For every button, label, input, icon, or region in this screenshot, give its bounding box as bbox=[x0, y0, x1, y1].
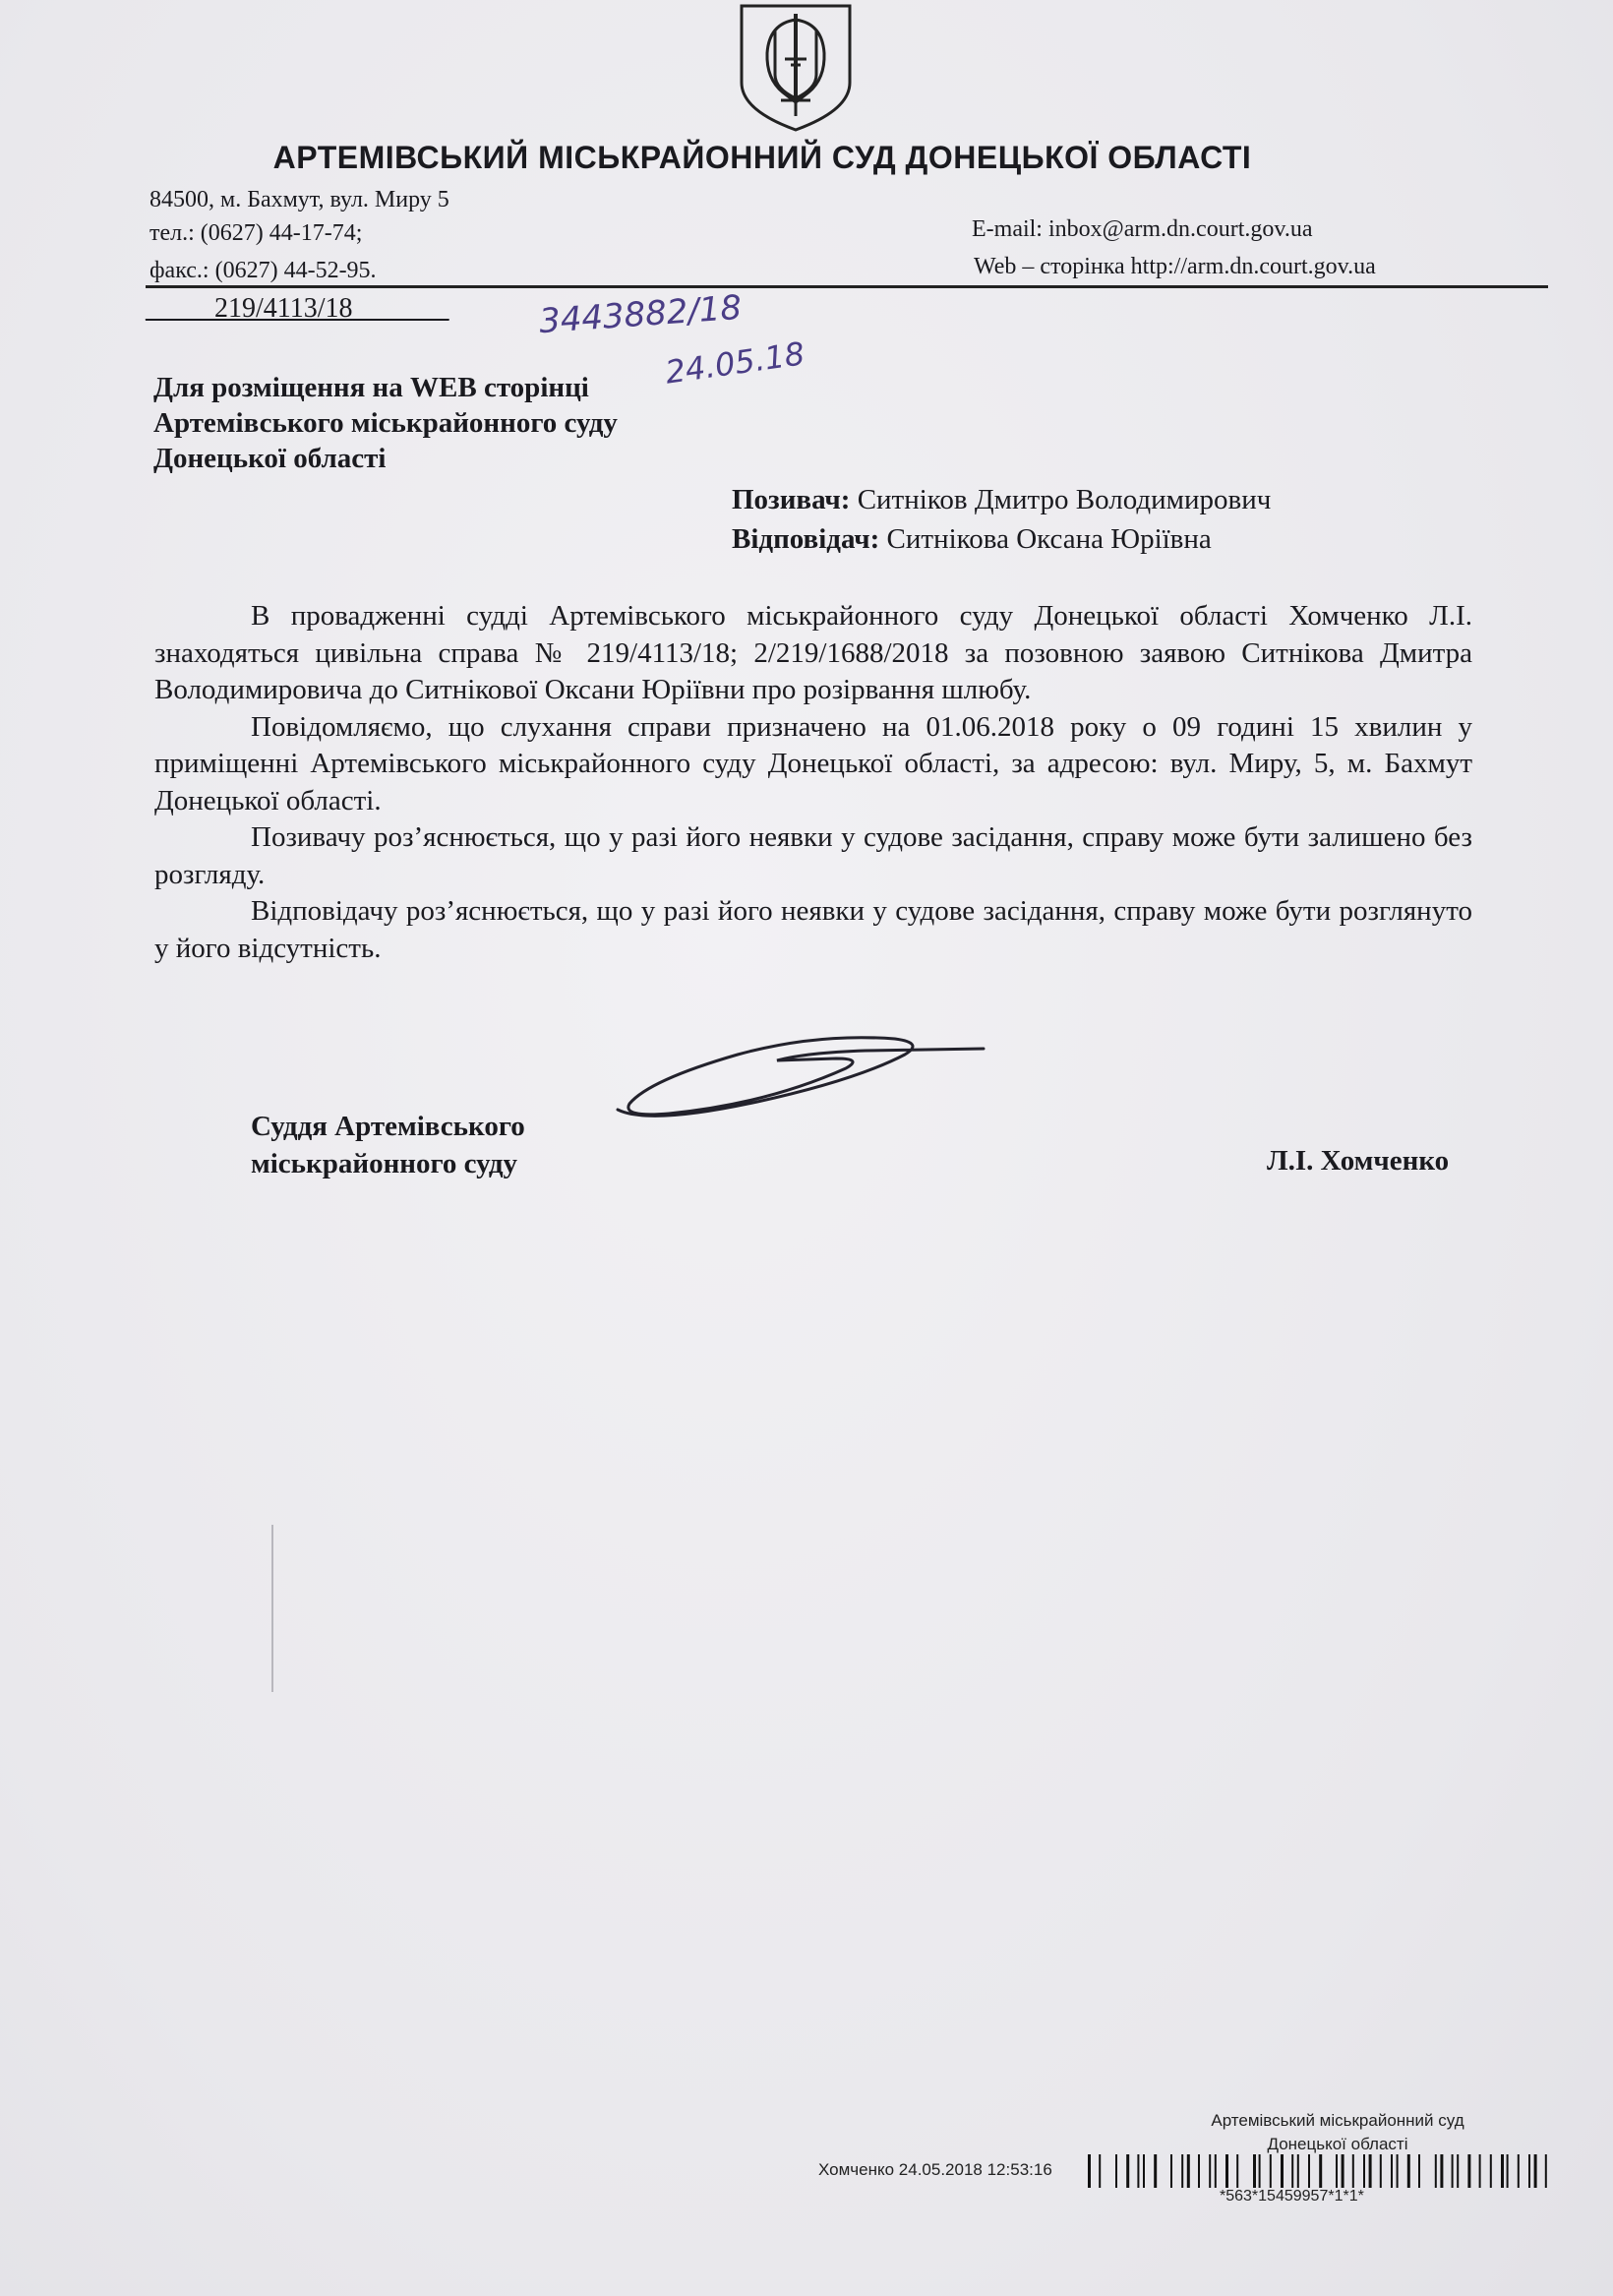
barcode-bar bbox=[1270, 2154, 1272, 2188]
judge-title-line: Суддя Артемівського bbox=[251, 1111, 525, 1142]
barcode-bar bbox=[1545, 2154, 1547, 2188]
judge-name: Л.І. Хомченко bbox=[1267, 1145, 1450, 1177]
barcode-bar bbox=[1435, 2154, 1437, 2188]
coat-of-arms-icon bbox=[734, 0, 858, 134]
scan-artifact bbox=[271, 1525, 273, 1692]
plaintiff-name: Ситніков Дмитро Володимирович bbox=[857, 484, 1272, 515]
barcode-bar bbox=[1281, 2154, 1284, 2188]
barcode-bar bbox=[1369, 2154, 1372, 2188]
barcode-bar bbox=[1534, 2154, 1537, 2188]
addressee-line: Донецької області bbox=[153, 443, 387, 474]
barcode-bar bbox=[1253, 2154, 1256, 2188]
defendant-label: Відповідач: bbox=[732, 523, 880, 555]
barcode-bar bbox=[1154, 2154, 1157, 2188]
body-paragraph-hearing: Повідомляємо, що слухання справи призначено на 01.06.2018 року о 09 годині 15 хвилин у приміщенні Артемівського міськрайонного суду Донецької області, за адресою: вул. Миру, 5, м. Бахмут Донецької області. bbox=[154, 710, 1472, 816]
barcode-bar bbox=[1397, 2154, 1399, 2188]
barcode-bar bbox=[1187, 2154, 1190, 2188]
handwritten-incoming-number: 3443882/18 bbox=[537, 287, 744, 342]
body-paragraph-case: В провадженні судді Артемівського міськрайонного суду Донецької області Хомченко Л.І. знаходяться цивільна справа № 219/4113/18; 2/219/1688/2018 за позовною заявою Ситнікова Дмитра Володимировича до Ситнікової Оксани Юріївни про розірвання шлюбу. bbox=[154, 600, 1472, 705]
barcode-bar bbox=[1336, 2154, 1338, 2188]
barcode-bar bbox=[1170, 2154, 1172, 2188]
plaintiff-line bbox=[732, 484, 1271, 516]
body-paragraph-defendant-warning: Відповідачу роз’яснюється, що у разі його неявки у судове засідання, справу може бути розглянуто у його відсутність. bbox=[154, 895, 1472, 964]
court-phone: тел.: (0627) 44-17-74; bbox=[149, 220, 363, 246]
barcode-bar bbox=[1115, 2154, 1117, 2188]
notice-body bbox=[154, 598, 1472, 967]
barcode-bar bbox=[1518, 2154, 1520, 2188]
addressee-line: Артемівського міськрайонного суду bbox=[153, 407, 618, 439]
barcode-bar bbox=[1291, 2154, 1293, 2188]
outgoing-reference-number bbox=[146, 293, 449, 325]
registration-stamp-court bbox=[1161, 2109, 1515, 2156]
barcode-bar bbox=[1363, 2154, 1365, 2188]
barcode-bar bbox=[1215, 2154, 1217, 2188]
barcode-bar bbox=[1319, 2154, 1322, 2188]
addressee-line: Для розміщення на WEB сторінці bbox=[153, 372, 589, 403]
header-divider bbox=[146, 285, 1548, 288]
barcode-bar bbox=[1352, 2154, 1354, 2188]
court-email: E-mail: inbox@arm.dn.court.gov.ua bbox=[972, 216, 1313, 242]
stamp-court-line: Донецької області bbox=[1267, 2135, 1408, 2153]
defendant-name: Ситнікова Оксана Юріївна bbox=[886, 523, 1212, 555]
barcode-bar bbox=[1209, 2154, 1211, 2188]
judge-signature bbox=[610, 1015, 993, 1123]
handwritten-date: 24.05.18 bbox=[663, 334, 807, 392]
judge-title-line: міськрайонного суду bbox=[251, 1148, 518, 1179]
stamp-court-line: Артемівський міськрайонний суд bbox=[1211, 2111, 1464, 2130]
barcode-bar bbox=[1528, 2154, 1530, 2188]
barcode-bar bbox=[1452, 2154, 1454, 2188]
barcode-bar bbox=[1259, 2154, 1261, 2188]
plaintiff-label: Позивач: bbox=[732, 484, 851, 515]
barcode-bar bbox=[1380, 2154, 1382, 2188]
barcode-bar bbox=[1088, 2154, 1091, 2188]
defendant-line bbox=[732, 523, 1212, 556]
court-address: 84500, м. Бахмут, вул. Миру 5 bbox=[149, 187, 449, 212]
barcode-number: *563*15459957*1*1* bbox=[1220, 2188, 1364, 2205]
barcode-bar bbox=[1308, 2154, 1310, 2188]
reference-number: 219/4113/18 bbox=[214, 293, 353, 324]
barcode-bar bbox=[1126, 2154, 1129, 2188]
barcode-bar bbox=[1297, 2154, 1299, 2188]
barcode-bar bbox=[1501, 2154, 1504, 2188]
registration-stamp-timestamp: Хомченко 24.05.2018 12:53:16 bbox=[818, 2160, 1052, 2179]
barcode-bar bbox=[1457, 2154, 1459, 2188]
barcode-bar bbox=[1236, 2154, 1238, 2188]
barcode-bar bbox=[1507, 2154, 1509, 2188]
barcode-bar bbox=[1407, 2154, 1410, 2188]
barcode-bar bbox=[1099, 2154, 1101, 2188]
barcode-bar bbox=[1391, 2154, 1393, 2188]
reference-suffix-line: _______ bbox=[352, 293, 449, 324]
court-fax: факс.: (0627) 44-52-95. bbox=[149, 258, 377, 283]
barcode-bar bbox=[1143, 2154, 1145, 2188]
barcode-bar bbox=[1440, 2154, 1443, 2188]
reference-prefix-line: _____ bbox=[146, 293, 214, 324]
barcode-bar bbox=[1467, 2154, 1470, 2188]
barcode-bar bbox=[1490, 2154, 1492, 2188]
court-name-heading: АРТЕМІВСЬКИЙ МІСЬКРАЙОННИЙ СУД ДОНЕЦЬКОЇ ОБЛАСТІ bbox=[272, 140, 1252, 175]
barcode-bar bbox=[1198, 2154, 1200, 2188]
barcode-bar bbox=[1137, 2154, 1139, 2188]
body-paragraph-plaintiff-warning: Позивачу роз’яснюється, що у разі його неявки у судове засідання, справу може бути залишено без розгляду. bbox=[154, 821, 1472, 890]
barcode-bar bbox=[1342, 2154, 1344, 2188]
barcode-bar bbox=[1225, 2154, 1228, 2188]
court-website: Web – сторінка http://arm.dn.court.gov.ua bbox=[974, 254, 1376, 279]
barcode-bar bbox=[1479, 2154, 1481, 2188]
addressee-block bbox=[153, 370, 618, 476]
document-barcode bbox=[1082, 2154, 1564, 2188]
judge-title bbox=[251, 1108, 525, 1182]
barcode-bar bbox=[1418, 2154, 1420, 2188]
barcode-bar bbox=[1181, 2154, 1183, 2188]
